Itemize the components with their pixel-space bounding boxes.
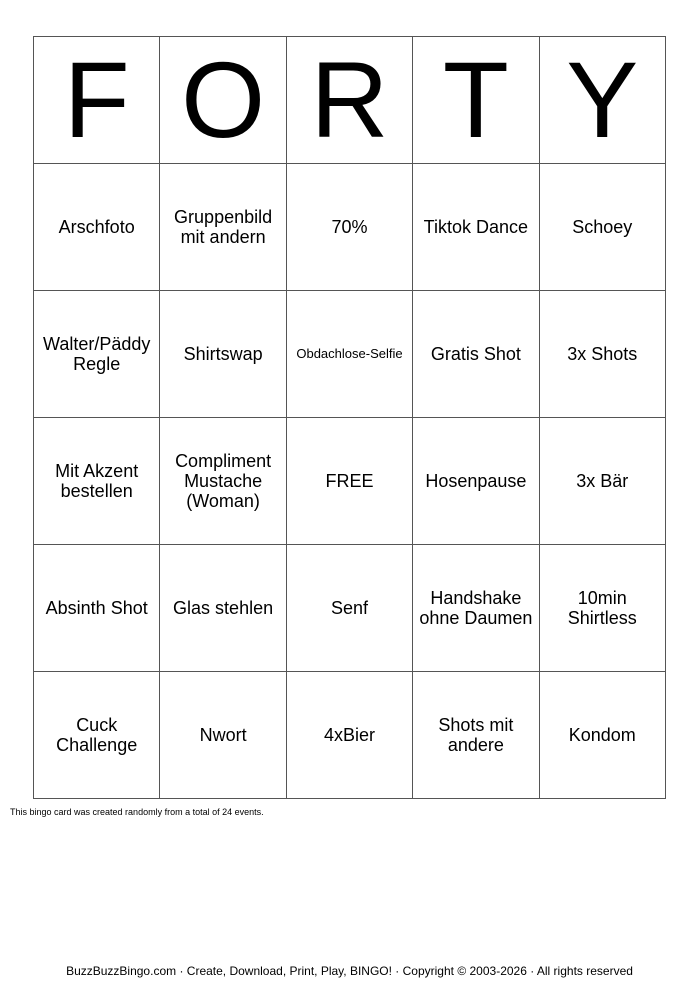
header-letter-f: F xyxy=(34,37,160,164)
header-letter-y: Y xyxy=(539,37,665,164)
bingo-cell: Schoey xyxy=(539,164,665,291)
bingo-cell: 3x Shots xyxy=(539,291,665,418)
bingo-cell: Cuck Challenge xyxy=(34,672,160,799)
bingo-row-1 xyxy=(34,164,666,291)
bingo-cell: Gruppenbild mit andern xyxy=(160,164,286,291)
bingo-row-3 xyxy=(34,418,666,545)
free-space-cell: FREE xyxy=(286,418,412,545)
bingo-cell: 70% xyxy=(286,164,412,291)
bingo-cell: Glas stehlen xyxy=(160,545,286,672)
bingo-cell: Mit Akzent bestellen xyxy=(34,418,160,545)
bingo-cell: Gratis Shot xyxy=(413,291,539,418)
bingo-cell: Tiktok Dance xyxy=(413,164,539,291)
header-letter-o: O xyxy=(160,37,286,164)
bingo-row-4 xyxy=(34,545,666,672)
bingo-cell: Senf xyxy=(286,545,412,672)
bingo-cell: 3x Bär xyxy=(539,418,665,545)
bingo-cell: Handshake ohne Daumen xyxy=(413,545,539,672)
bingo-cell: Arschfoto xyxy=(34,164,160,291)
bingo-cell: Shots mit andere xyxy=(413,672,539,799)
header-letter-r: R xyxy=(286,37,412,164)
bingo-row-5 xyxy=(34,672,666,799)
bingo-cell: 4xBier xyxy=(286,672,412,799)
header-letter-t: T xyxy=(413,37,539,164)
bingo-cell: Walter/Päddy Regle xyxy=(34,291,160,418)
bingo-cell: Nwort xyxy=(160,672,286,799)
header-row xyxy=(34,37,666,164)
bingo-cell: Hosenpause xyxy=(413,418,539,545)
bingo-row-2 xyxy=(34,291,666,418)
bingo-cell: 10min Shirtless xyxy=(539,545,665,672)
bingo-card xyxy=(33,36,666,799)
page-footer: BuzzBuzzBingo.com · Create, Download, Print, Play, BINGO! · Copyright © 2003-2026 · All rights reserved xyxy=(66,964,633,978)
bingo-cell: Absinth Shot xyxy=(34,545,160,672)
bingo-cell: Obdachlose-Selfie xyxy=(286,291,412,418)
bingo-cell: Shirtswap xyxy=(160,291,286,418)
bingo-cell: Kondom xyxy=(539,672,665,799)
bingo-cell: Compliment Mustache (Woman) xyxy=(160,418,286,545)
card-generation-note: This bingo card was created randomly from a total of 24 events. xyxy=(10,807,264,817)
